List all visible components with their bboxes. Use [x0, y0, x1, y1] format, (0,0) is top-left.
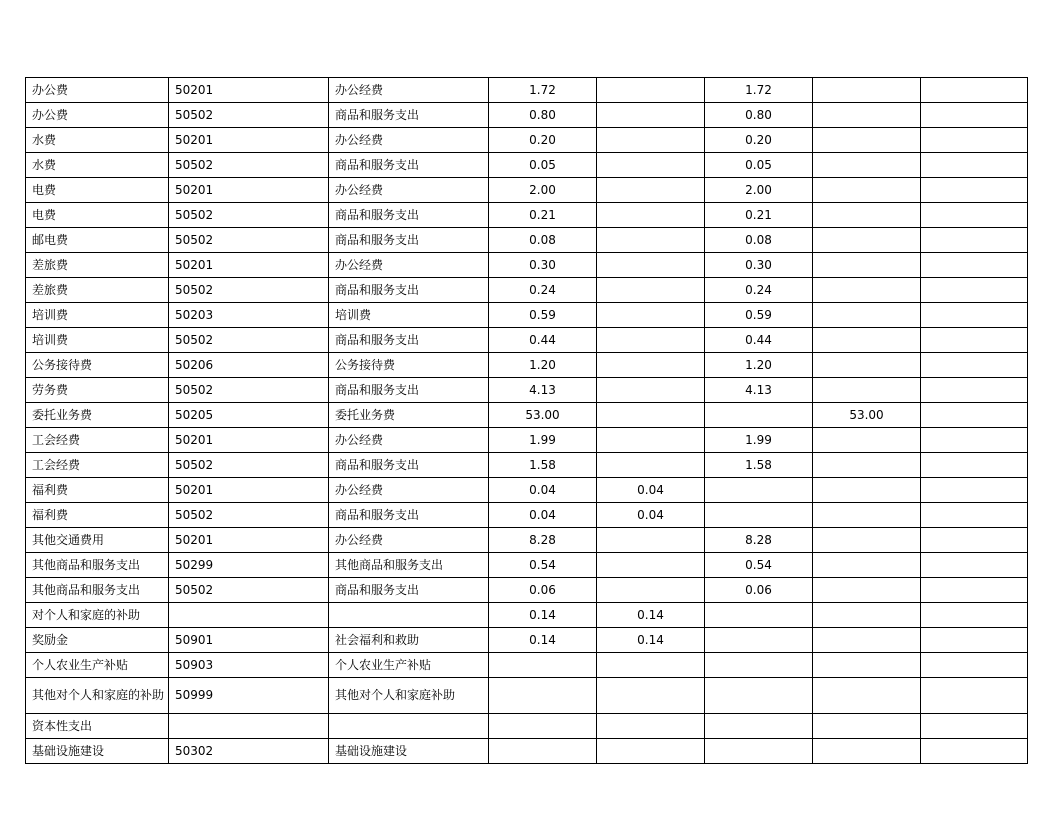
- table-row: [26, 678, 1028, 714]
- table-row: [26, 78, 1028, 103]
- extra-cell: [921, 578, 1028, 603]
- economic-category-cell: 商品和服务支出: [329, 228, 489, 253]
- economic-code-cell: 50206: [169, 353, 329, 378]
- project-expense-cell: 1.72: [705, 78, 813, 103]
- extra-cell: [921, 153, 1028, 178]
- economic-code-cell: 50502: [169, 203, 329, 228]
- economic-category-cell: 基础设施建设: [329, 739, 489, 764]
- expense-name-cell: 奖励金: [26, 628, 169, 653]
- extra-cell: [921, 328, 1028, 353]
- budget-table-body: [26, 78, 1028, 764]
- other-expense-cell: [813, 428, 921, 453]
- table-row: [26, 603, 1028, 628]
- expense-name-cell: 工会经费: [26, 428, 169, 453]
- expense-name-cell: 劳务费: [26, 378, 169, 403]
- economic-category-cell: [329, 714, 489, 739]
- expense-name-cell: 基础设施建设: [26, 739, 169, 764]
- expense-name-cell: 培训费: [26, 303, 169, 328]
- project-expense-cell: 0.05: [705, 153, 813, 178]
- other-expense-cell: [813, 653, 921, 678]
- total-amount-cell: 4.13: [489, 378, 597, 403]
- economic-code-cell: 50201: [169, 253, 329, 278]
- project-expense-cell: 0.24: [705, 278, 813, 303]
- table-row: [26, 503, 1028, 528]
- total-amount-cell: [489, 653, 597, 678]
- basic-expense-cell: [597, 178, 705, 203]
- other-expense-cell: [813, 714, 921, 739]
- other-expense-cell: [813, 78, 921, 103]
- economic-category-cell: 办公经费: [329, 478, 489, 503]
- expense-name-cell: 其他对个人和家庭的补助: [26, 678, 169, 714]
- table-row: [26, 478, 1028, 503]
- other-expense-cell: [813, 203, 921, 228]
- expense-name-cell: 办公费: [26, 78, 169, 103]
- other-expense-cell: [813, 178, 921, 203]
- basic-expense-cell: [597, 714, 705, 739]
- total-amount-cell: 0.30: [489, 253, 597, 278]
- project-expense-cell: [705, 603, 813, 628]
- basic-expense-cell: 0.14: [597, 628, 705, 653]
- project-expense-cell: [705, 714, 813, 739]
- other-expense-cell: [813, 603, 921, 628]
- basic-expense-cell: [597, 403, 705, 428]
- expense-name-cell: 个人农业生产补贴: [26, 653, 169, 678]
- economic-code-cell: 50201: [169, 78, 329, 103]
- economic-category-cell: 办公经费: [329, 178, 489, 203]
- project-expense-cell: [705, 653, 813, 678]
- extra-cell: [921, 628, 1028, 653]
- other-expense-cell: [813, 378, 921, 403]
- economic-category-cell: 公务接待费: [329, 353, 489, 378]
- other-expense-cell: [813, 228, 921, 253]
- table-row: [26, 253, 1028, 278]
- basic-expense-cell: [597, 453, 705, 478]
- table-row: [26, 303, 1028, 328]
- economic-category-cell: 商品和服务支出: [329, 503, 489, 528]
- basic-expense-cell: [597, 278, 705, 303]
- extra-cell: [921, 253, 1028, 278]
- total-amount-cell: 0.80: [489, 103, 597, 128]
- basic-expense-cell: [597, 553, 705, 578]
- total-amount-cell: 0.54: [489, 553, 597, 578]
- basic-expense-cell: 0.04: [597, 503, 705, 528]
- economic-code-cell: 50502: [169, 578, 329, 603]
- basic-expense-cell: [597, 228, 705, 253]
- total-amount-cell: 0.24: [489, 278, 597, 303]
- expense-name-cell: 其他商品和服务支出: [26, 578, 169, 603]
- extra-cell: [921, 478, 1028, 503]
- economic-category-cell: 商品和服务支出: [329, 378, 489, 403]
- basic-expense-cell: [597, 353, 705, 378]
- basic-expense-cell: [597, 303, 705, 328]
- project-expense-cell: 0.20: [705, 128, 813, 153]
- total-amount-cell: 0.06: [489, 578, 597, 603]
- expense-name-cell: 工会经费: [26, 453, 169, 478]
- basic-expense-cell: [597, 203, 705, 228]
- economic-code-cell: 50502: [169, 503, 329, 528]
- table-row: [26, 178, 1028, 203]
- extra-cell: [921, 278, 1028, 303]
- basic-expense-cell: [597, 78, 705, 103]
- economic-category-cell: 社会福利和救助: [329, 628, 489, 653]
- expense-name-cell: 差旅费: [26, 253, 169, 278]
- project-expense-cell: 0.59: [705, 303, 813, 328]
- economic-category-cell: 个人农业生产补贴: [329, 653, 489, 678]
- economic-code-cell: 50502: [169, 228, 329, 253]
- other-expense-cell: [813, 278, 921, 303]
- economic-category-cell: 商品和服务支出: [329, 453, 489, 478]
- extra-cell: [921, 353, 1028, 378]
- project-expense-cell: 2.00: [705, 178, 813, 203]
- economic-category-cell: 办公经费: [329, 78, 489, 103]
- table-row: [26, 278, 1028, 303]
- extra-cell: [921, 78, 1028, 103]
- project-expense-cell: 1.20: [705, 353, 813, 378]
- basic-expense-cell: [597, 653, 705, 678]
- economic-category-cell: 办公经费: [329, 428, 489, 453]
- table-row: [26, 128, 1028, 153]
- project-expense-cell: 0.21: [705, 203, 813, 228]
- economic-category-cell: 委托业务费: [329, 403, 489, 428]
- economic-category-cell: 办公经费: [329, 253, 489, 278]
- economic-code-cell: 50201: [169, 178, 329, 203]
- table-row: [26, 378, 1028, 403]
- expense-name-cell: 委托业务费: [26, 403, 169, 428]
- total-amount-cell: 0.21: [489, 203, 597, 228]
- expense-name-cell: 电费: [26, 178, 169, 203]
- expense-name-cell: 其他交通费用: [26, 528, 169, 553]
- other-expense-cell: [813, 153, 921, 178]
- economic-category-cell: 商品和服务支出: [329, 278, 489, 303]
- table-row: [26, 153, 1028, 178]
- table-row: [26, 203, 1028, 228]
- basic-expense-cell: [597, 678, 705, 714]
- economic-code-cell: 50299: [169, 553, 329, 578]
- basic-expense-cell: [597, 128, 705, 153]
- other-expense-cell: [813, 678, 921, 714]
- project-expense-cell: 0.44: [705, 328, 813, 353]
- expense-name-cell: 邮电费: [26, 228, 169, 253]
- project-expense-cell: [705, 403, 813, 428]
- total-amount-cell: [489, 714, 597, 739]
- extra-cell: [921, 678, 1028, 714]
- extra-cell: [921, 528, 1028, 553]
- extra-cell: [921, 603, 1028, 628]
- economic-code-cell: 50203: [169, 303, 329, 328]
- other-expense-cell: 53.00: [813, 403, 921, 428]
- extra-cell: [921, 653, 1028, 678]
- project-expense-cell: 1.99: [705, 428, 813, 453]
- extra-cell: [921, 203, 1028, 228]
- project-expense-cell: [705, 678, 813, 714]
- project-expense-cell: 8.28: [705, 528, 813, 553]
- expense-name-cell: 差旅费: [26, 278, 169, 303]
- economic-code-cell: 50502: [169, 103, 329, 128]
- project-expense-cell: 0.80: [705, 103, 813, 128]
- total-amount-cell: 0.59: [489, 303, 597, 328]
- economic-code-cell: [169, 603, 329, 628]
- other-expense-cell: [813, 128, 921, 153]
- economic-category-cell: 办公经费: [329, 128, 489, 153]
- other-expense-cell: [813, 303, 921, 328]
- basic-expense-cell: 0.04: [597, 478, 705, 503]
- table-row: [26, 328, 1028, 353]
- total-amount-cell: 0.14: [489, 603, 597, 628]
- project-expense-cell: 0.08: [705, 228, 813, 253]
- total-amount-cell: 0.14: [489, 628, 597, 653]
- other-expense-cell: [813, 328, 921, 353]
- basic-expense-cell: [597, 528, 705, 553]
- basic-expense-cell: [597, 153, 705, 178]
- economic-category-cell: 其他商品和服务支出: [329, 553, 489, 578]
- expense-name-cell: 资本性支出: [26, 714, 169, 739]
- project-expense-cell: 0.30: [705, 253, 813, 278]
- extra-cell: [921, 453, 1028, 478]
- extra-cell: [921, 103, 1028, 128]
- economic-code-cell: 50999: [169, 678, 329, 714]
- other-expense-cell: [813, 528, 921, 553]
- economic-code-cell: 50901: [169, 628, 329, 653]
- basic-expense-cell: [597, 103, 705, 128]
- extra-cell: [921, 303, 1028, 328]
- other-expense-cell: [813, 503, 921, 528]
- table-row: [26, 103, 1028, 128]
- extra-cell: [921, 378, 1028, 403]
- table-row: [26, 714, 1028, 739]
- basic-expense-cell: [597, 578, 705, 603]
- expense-name-cell: 水费: [26, 153, 169, 178]
- table-row: [26, 453, 1028, 478]
- total-amount-cell: 1.20: [489, 353, 597, 378]
- other-expense-cell: [813, 578, 921, 603]
- extra-cell: [921, 739, 1028, 764]
- economic-code-cell: 50502: [169, 328, 329, 353]
- total-amount-cell: 2.00: [489, 178, 597, 203]
- total-amount-cell: 0.04: [489, 478, 597, 503]
- economic-code-cell: 50502: [169, 153, 329, 178]
- total-amount-cell: 8.28: [489, 528, 597, 553]
- economic-code-cell: 50201: [169, 428, 329, 453]
- economic-code-cell: 50502: [169, 278, 329, 303]
- expense-name-cell: 福利费: [26, 503, 169, 528]
- extra-cell: [921, 714, 1028, 739]
- table-row: [26, 578, 1028, 603]
- total-amount-cell: 0.20: [489, 128, 597, 153]
- project-expense-cell: 4.13: [705, 378, 813, 403]
- total-amount-cell: 0.44: [489, 328, 597, 353]
- total-amount-cell: [489, 739, 597, 764]
- total-amount-cell: [489, 678, 597, 714]
- total-amount-cell: 1.72: [489, 78, 597, 103]
- economic-category-cell: 其他对个人和家庭补助: [329, 678, 489, 714]
- project-expense-cell: [705, 478, 813, 503]
- extra-cell: [921, 178, 1028, 203]
- total-amount-cell: 1.99: [489, 428, 597, 453]
- extra-cell: [921, 503, 1028, 528]
- basic-expense-cell: [597, 739, 705, 764]
- extra-cell: [921, 428, 1028, 453]
- economic-code-cell: 50903: [169, 653, 329, 678]
- basic-expense-cell: [597, 328, 705, 353]
- basic-expense-cell: [597, 428, 705, 453]
- expense-name-cell: 其他商品和服务支出: [26, 553, 169, 578]
- table-row: [26, 739, 1028, 764]
- other-expense-cell: [813, 253, 921, 278]
- project-expense-cell: [705, 628, 813, 653]
- total-amount-cell: 0.05: [489, 153, 597, 178]
- total-amount-cell: 0.08: [489, 228, 597, 253]
- total-amount-cell: 53.00: [489, 403, 597, 428]
- economic-category-cell: 商品和服务支出: [329, 328, 489, 353]
- other-expense-cell: [813, 553, 921, 578]
- other-expense-cell: [813, 739, 921, 764]
- other-expense-cell: [813, 353, 921, 378]
- project-expense-cell: [705, 503, 813, 528]
- expense-name-cell: 公务接待费: [26, 353, 169, 378]
- economic-category-cell: 商品和服务支出: [329, 578, 489, 603]
- economic-code-cell: 50201: [169, 478, 329, 503]
- economic-category-cell: 商品和服务支出: [329, 153, 489, 178]
- economic-code-cell: 50201: [169, 128, 329, 153]
- expense-name-cell: 对个人和家庭的补助: [26, 603, 169, 628]
- extra-cell: [921, 228, 1028, 253]
- economic-category-cell: 商品和服务支出: [329, 203, 489, 228]
- expense-name-cell: 办公费: [26, 103, 169, 128]
- table-row: [26, 553, 1028, 578]
- other-expense-cell: [813, 453, 921, 478]
- expense-name-cell: 电费: [26, 203, 169, 228]
- expense-name-cell: 培训费: [26, 328, 169, 353]
- economic-code-cell: [169, 714, 329, 739]
- extra-cell: [921, 128, 1028, 153]
- total-amount-cell: 1.58: [489, 453, 597, 478]
- table-row: [26, 228, 1028, 253]
- basic-expense-cell: [597, 378, 705, 403]
- table-row: [26, 628, 1028, 653]
- economic-category-cell: [329, 603, 489, 628]
- project-expense-cell: [705, 739, 813, 764]
- basic-expense-cell: [597, 253, 705, 278]
- economic-category-cell: 办公经费: [329, 528, 489, 553]
- table-row: [26, 528, 1028, 553]
- economic-code-cell: 50302: [169, 739, 329, 764]
- other-expense-cell: [813, 478, 921, 503]
- project-expense-cell: 0.54: [705, 553, 813, 578]
- budget-table: [25, 77, 1028, 764]
- economic-code-cell: 50502: [169, 453, 329, 478]
- economic-category-cell: 培训费: [329, 303, 489, 328]
- expense-name-cell: 水费: [26, 128, 169, 153]
- economic-code-cell: 50502: [169, 378, 329, 403]
- project-expense-cell: 0.06: [705, 578, 813, 603]
- economic-category-cell: 商品和服务支出: [329, 103, 489, 128]
- extra-cell: [921, 553, 1028, 578]
- extra-cell: [921, 403, 1028, 428]
- economic-code-cell: 50205: [169, 403, 329, 428]
- table-row: [26, 428, 1028, 453]
- expense-name-cell: 福利费: [26, 478, 169, 503]
- economic-code-cell: 50201: [169, 528, 329, 553]
- table-row: [26, 653, 1028, 678]
- project-expense-cell: 1.58: [705, 453, 813, 478]
- table-row: [26, 403, 1028, 428]
- table-row: [26, 353, 1028, 378]
- basic-expense-cell: 0.14: [597, 603, 705, 628]
- total-amount-cell: 0.04: [489, 503, 597, 528]
- other-expense-cell: [813, 103, 921, 128]
- other-expense-cell: [813, 628, 921, 653]
